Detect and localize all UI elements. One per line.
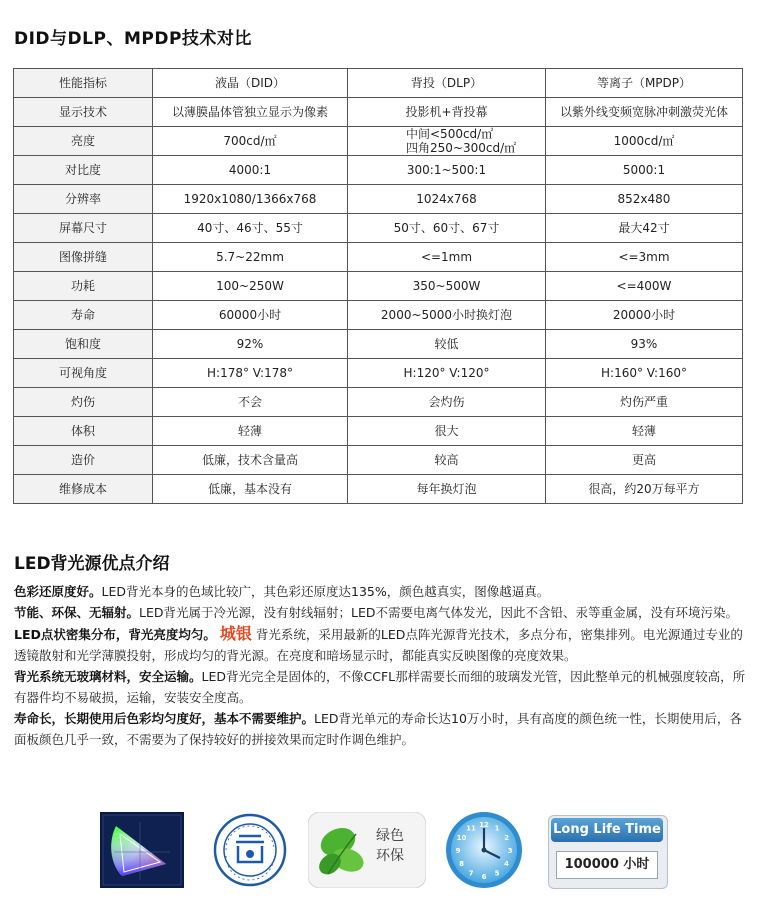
table-cell: 较低	[348, 330, 546, 359]
eco-label-line2: 环保	[376, 848, 404, 864]
table-cell: 300:1~500:1	[348, 156, 546, 185]
advantages-text	[14, 581, 746, 750]
metric-label: 灼伤	[14, 388, 153, 417]
section-title: LED背光源优点介绍	[14, 554, 170, 574]
eco-leaf-icon	[308, 812, 426, 888]
clock-number: 9	[455, 847, 461, 855]
color-gamut-icon	[100, 812, 184, 888]
metric-label: 维修成本	[14, 475, 153, 504]
table-cell: 60000小时	[153, 301, 348, 330]
metric-label: 功耗	[14, 272, 153, 301]
table-header-cell: 背投（DLP）	[348, 69, 546, 98]
table-cell: 40寸、46寸、55寸	[153, 214, 348, 243]
table-header-cell: 性能指标	[14, 69, 153, 98]
advantage-1: 色彩还原度好。LED背光本身的色域比较广，其色彩还原度达135%，颜色越真实，图像越逼真。	[14, 584, 550, 599]
clock-number: 6	[481, 873, 487, 881]
table-row	[14, 359, 743, 388]
table-cell: 投影机+背投幕	[348, 98, 546, 127]
table-row	[14, 243, 743, 272]
table-cell: 最大42寸	[546, 214, 743, 243]
table-row	[14, 388, 743, 417]
brand-name: 城银	[219, 624, 252, 643]
table-cell: 以薄膜晶体管独立显示为像素	[153, 98, 348, 127]
clock-number: 7	[468, 869, 474, 878]
table-cell: 1920x1080/1366x768	[153, 185, 348, 214]
table-cell: 350~500W	[348, 272, 546, 301]
table-cell: 轻薄	[546, 417, 743, 446]
page-title: DID与DLP、MPDP技术对比	[14, 29, 252, 49]
comparison-table	[13, 68, 743, 504]
clock-icon	[444, 810, 524, 890]
table-cell: <=3mm	[546, 243, 743, 272]
life-title: Long Life Time	[551, 818, 663, 842]
table-row	[14, 446, 743, 475]
table-row	[14, 301, 743, 330]
table-cell: 852x480	[546, 185, 743, 214]
clock-number: 1	[494, 824, 500, 833]
table-cell: 中间<500cd/㎡ 四角250~300cd/㎡	[348, 127, 546, 156]
table-cell: 5000:1	[546, 156, 743, 185]
table-cell: 每年换灯泡	[348, 475, 546, 504]
table-row	[14, 214, 743, 243]
table-row	[14, 417, 743, 446]
life-value: 100000 小时	[556, 851, 658, 879]
clock-number: 10	[456, 834, 467, 842]
metric-label: 显示技术	[14, 98, 153, 127]
clock-number: 11	[466, 824, 476, 833]
metric-label: 图像拼缝	[14, 243, 153, 272]
table-row	[14, 185, 743, 214]
long-life-badge	[548, 815, 666, 887]
metric-label: 可视角度	[14, 359, 153, 388]
table-cell: 92%	[153, 330, 348, 359]
table-cell: 灼伤严重	[546, 388, 743, 417]
metric-label: 饱和度	[14, 330, 153, 359]
table-cell: 5.7~22mm	[153, 243, 348, 272]
table-header-row	[14, 69, 743, 98]
clock-number: 12	[479, 821, 489, 829]
table-cell: 50寸、60寸、67寸	[348, 214, 546, 243]
table-cell: <=1mm	[348, 243, 546, 272]
table-row	[14, 98, 743, 127]
table-cell: H:178° V:178°	[153, 359, 348, 388]
table-cell: 较高	[348, 446, 546, 475]
table-row	[14, 127, 743, 156]
table-cell: 很大	[348, 417, 546, 446]
advantage-2: 节能、环保、无辐射。LED背光属于冷光源，没有射线辐射；LED不需要电离气体发光，因此不含铅、汞等重金属，没有环境污染。	[14, 605, 738, 620]
clock-number: 2	[504, 834, 509, 842]
table-cell: 100~250W	[153, 272, 348, 301]
metric-label: 对比度	[14, 156, 153, 185]
table-cell: 轻薄	[153, 417, 348, 446]
metric-label: 屏幕尺寸	[14, 214, 153, 243]
metric-label: 造价	[14, 446, 153, 475]
table-cell: H:160° V:160°	[546, 359, 743, 388]
table-cell: H:120° V:120°	[348, 359, 546, 388]
table-cell: 低廉，技术含量高	[153, 446, 348, 475]
table-cell: 很高，约20万每平方	[546, 475, 743, 504]
table-cell: 会灼伤	[348, 388, 546, 417]
clock-number: 8	[459, 860, 464, 868]
table-cell: 不会	[153, 388, 348, 417]
clock-number: 3	[507, 847, 513, 855]
metric-label: 寿命	[14, 301, 153, 330]
table-cell: 2000~5000小时换灯泡	[348, 301, 546, 330]
table-cell: 更高	[546, 446, 743, 475]
advantage-4: 背光系统无玻璃材料，安全运输。LED背光完全是固体的，不像CCFL那样需要长而细的玻璃发光管，因此整单元的机械强度较高，所有器件均不易破损，运输，安装安全度高。	[14, 669, 746, 705]
eco-label-line1: 绿色	[376, 828, 404, 844]
table-row	[14, 475, 743, 504]
metric-label: 亮度	[14, 127, 153, 156]
table-header-cell: 液晶（DID）	[153, 69, 348, 98]
clock-number: 4	[504, 860, 509, 868]
table-cell: 93%	[546, 330, 743, 359]
table-cell: 以紫外线变频宽脉冲刺激荧光体	[546, 98, 743, 127]
certification-seal-icon	[212, 812, 288, 888]
table-cell: <=400W	[546, 272, 743, 301]
metric-label: 体积	[14, 417, 153, 446]
table-row	[14, 156, 743, 185]
table-cell: 20000小时	[546, 301, 743, 330]
clock-number: 5	[494, 869, 500, 878]
table-cell: 1024x768	[348, 185, 546, 214]
table-cell: 1000cd/㎡	[546, 127, 743, 156]
table-cell: 700cd/㎡	[153, 127, 348, 156]
table-header-cell: 等离子（MPDP）	[546, 69, 743, 98]
table-cell: 低廉，基本没有	[153, 475, 348, 504]
table-cell: 4000:1	[153, 156, 348, 185]
advantage-3: LED点状密集分布，背光亮度均匀。 城银 背光系统，采用最新的LED点阵光源背光技术，多点分布，密集排列。电光源通过专业的透镜散射和光学薄膜投射，形成均匀的背光源。在亮度和暗场显示时，都能真实反映图像的亮度效果。	[14, 624, 743, 663]
table-row	[14, 330, 743, 359]
advantage-5: 寿命长，长期使用后色彩均匀度好，基本不需要维护。LED背光单元的寿命长达10万小时，具有高度的颜色统一性，长期使用后，各面板颜色几乎一致，不需要为了保持较好的拼接效果而定时作调色维护。	[14, 711, 742, 747]
table-row	[14, 272, 743, 301]
metric-label: 分辨率	[14, 185, 153, 214]
